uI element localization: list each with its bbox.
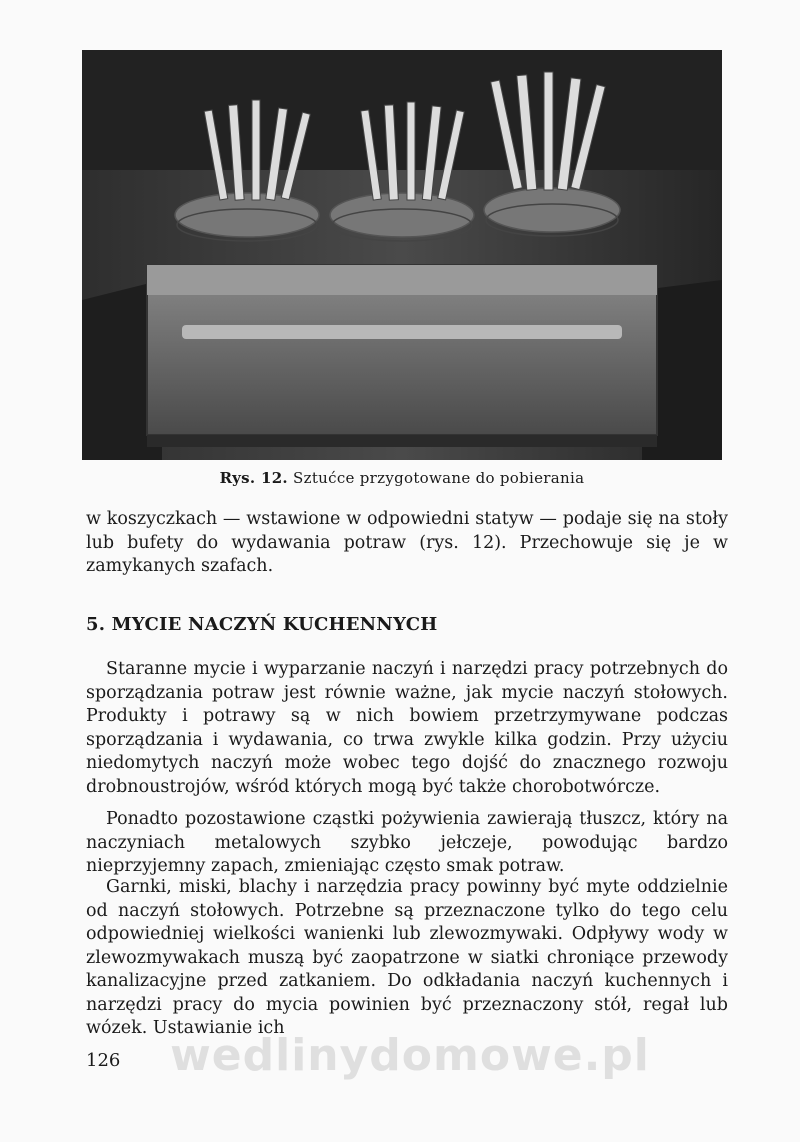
paragraph-3: Garnki, miski, blachy i narzędzia pracy powinny być myte oddzielnie od naczyń stołowych. Potrzebne są przeznaczone tylko do tego celu odpowiedniej wielkości wanienki lub zlewozmywaki. Odpływy wody w zlewozmywakach muszą być zaopatrzone w siatki chroniące przewody kanalizacyjne przed zatkaniem. Do odkładania naczyń kuchennych i narzędzi pracy do mycia powinien być przeznaczony stół, regał lub wózek. Ustawianie ich [86,877,728,1038]
figure-photo [82,50,722,460]
section-heading: 5. MYCIE NACZYŃ KUCHENNYCH [86,614,438,635]
cutlery-stand-illustration [82,50,722,460]
paragraph-continued: w koszyczkach — wstawione w odpowiedni statyw — podaje się na stoły lub bufety do wydawania potraw (rys. 12). Przechowuje się je w zamykanych szafach. [86,509,728,576]
watermark: wedlinydomowe.pl [170,1030,650,1081]
page-number: 126 [86,1050,121,1071]
figure-caption [82,469,722,487]
caption-label: Rys. 12. [219,469,288,487]
caption-text: Sztućce przygotowane do pobierania [293,469,585,487]
paragraph-2: Ponadto pozostawione cząstki pożywienia zawierają tłuszcz, który na naczyniach metalowych szybko jełczeje, powodując bardzo nieprzyjemny zapach, zmieniając często smak potraw. [86,809,728,876]
paragraph-1: Staranne mycie i wyparzanie naczyń i narzędzi pracy potrzebnych do sporządzania potraw jest równie ważne, jak mycie naczyń stołowych. Produkty i potrawy są w nich bowiem przetrzymywane podczas sporządzania i wydawania, co trwa zwykle kilka godzin. Przy użyciu niedomytych naczyń może wobec tego dojść do znacznego rozwoju drobnoustrojów, wśród których mogą być także chorobotwórcze. [86,659,728,797]
